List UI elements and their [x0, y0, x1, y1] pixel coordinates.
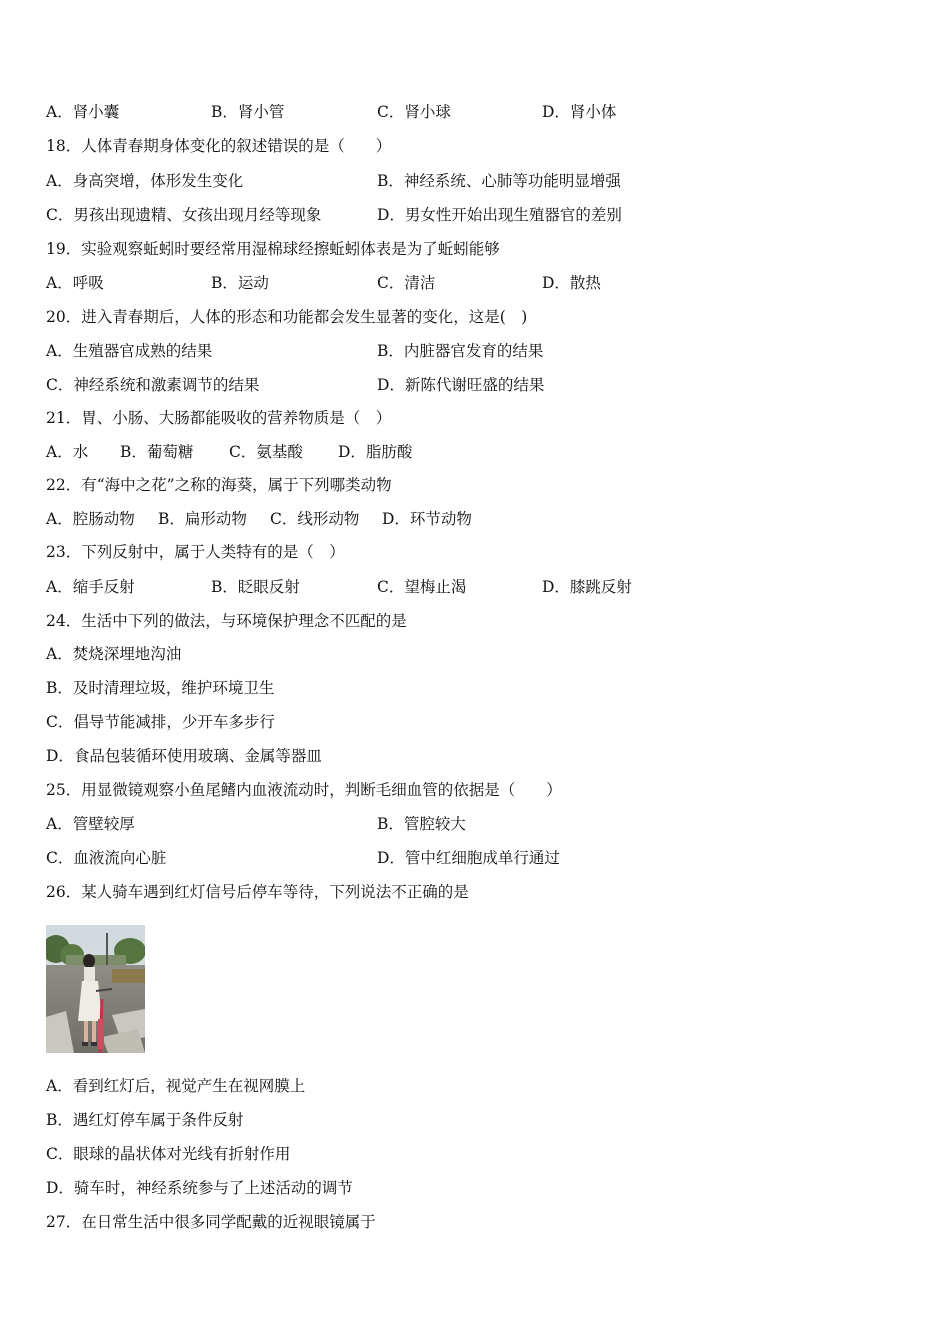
q20-option-d: D．新陈代谢旺盛的结果 [377, 376, 545, 394]
q19-stem: 19．实验观察蚯蚓时要经常用湿棉球经擦蚯蚓体表是为了蚯蚓能够 [46, 240, 500, 258]
q26-option-c: C．眼球的晶状体对光线有折射作用 [46, 1145, 291, 1163]
q22-option-b: B．扁形动物 [158, 510, 247, 528]
bicycle-photo [46, 925, 145, 1053]
q21-option-a: A．水 [46, 443, 89, 461]
q23-option-d: D．膝跳反射 [542, 578, 632, 596]
q17-option-b: B．肾小管 [211, 103, 285, 121]
q24-stem: 24．生活中下列的做法，与环境保护理念不匹配的是 [46, 612, 407, 630]
q19-option-a: A．呼吸 [46, 274, 104, 292]
q24-option-a: A．焚烧深埋地沟油 [46, 645, 182, 663]
q18-option-a: A．身高突增，体形发生变化 [46, 172, 244, 190]
q22-option-d: D．环节动物 [382, 510, 472, 528]
q20-option-b: B．内脏器官发育的结果 [377, 342, 544, 360]
q19-option-c: C．清洁 [377, 274, 436, 292]
q21-option-b: B．葡萄糖 [120, 443, 194, 461]
q17-option-a: A．肾小囊 [46, 103, 120, 121]
q26-stem: 26．某人骑车遇到红灯信号后停车等待，下列说法不正确的是 [46, 883, 469, 901]
q21-option-c: C．氨基酸 [229, 443, 303, 461]
q21-stem: 21．胃、小肠、大肠都能吸收的营养物质是（ ） [46, 409, 392, 427]
q18-stem: 18．人体青春期身体变化的叙述错误的是（ ） [46, 137, 392, 155]
q25-option-d: D．管中红细胞成单行通过 [377, 849, 560, 867]
q18-option-b: B．神经系统、心肺等功能明显增强 [377, 172, 621, 190]
q24-option-b: B．及时清理垃圾，维护环境卫生 [46, 679, 275, 697]
q25-option-c: C．血液流向心脏 [46, 849, 167, 867]
q20-option-a: A．生殖器官成熟的结果 [46, 342, 213, 360]
q23-option-c: C．望梅止渴 [377, 578, 467, 596]
q19-option-b: B．运动 [211, 274, 269, 292]
q22-stem: 22．有“海中之花”之称的海葵，属于下列哪类动物 [46, 476, 392, 494]
q24-option-d: D．食品包装循环使用玻璃、金属等器皿 [46, 747, 322, 765]
q20-option-c: C．神经系统和激素调节的结果 [46, 376, 260, 394]
q26-option-d: D．骑车时，神经系统参与了上述活动的调节 [46, 1179, 353, 1197]
q25-option-b: B．管腔较大 [377, 815, 466, 833]
q18-option-d: D．男女性开始出现生殖器官的差别 [377, 206, 622, 224]
q26-option-a: A．看到红灯后，视觉产生在视网膜上 [46, 1077, 306, 1095]
q18-option-c: C．男孩出现遗精、女孩出现月经等现象 [46, 206, 322, 224]
q27-stem: 27．在日常生活中很多同学配戴的近视眼镜属于 [46, 1213, 376, 1231]
q22-option-c: C．线形动物 [270, 510, 360, 528]
q21-option-d: D．脂肪酸 [338, 443, 413, 461]
q23-option-a: A．缩手反射 [46, 578, 135, 596]
q25-option-a: A．管壁较厚 [46, 815, 135, 833]
q19-option-d: D．散热 [542, 274, 601, 292]
q23-stem: 23．下列反射中，属于人类特有的是（ ） [46, 543, 345, 561]
q17-option-d: D．肾小体 [542, 103, 617, 121]
q24-option-c: C．倡导节能减排，少开车多步行 [46, 713, 275, 731]
q22-option-a: A．腔肠动物 [46, 510, 135, 528]
q26-option-b: B．遇红灯停车属于条件反射 [46, 1111, 244, 1129]
q25-stem: 25．用显微镜观察小鱼尾鳍内血液流动时，判断毛细血管的依据是（ ） [46, 781, 562, 799]
q20-stem: 20．进入青春期后，人体的形态和功能都会发生显著的变化，这是( ) [46, 308, 528, 326]
q23-option-b: B．眨眼反射 [211, 578, 300, 596]
q17-option-c: C．肾小球 [377, 103, 451, 121]
